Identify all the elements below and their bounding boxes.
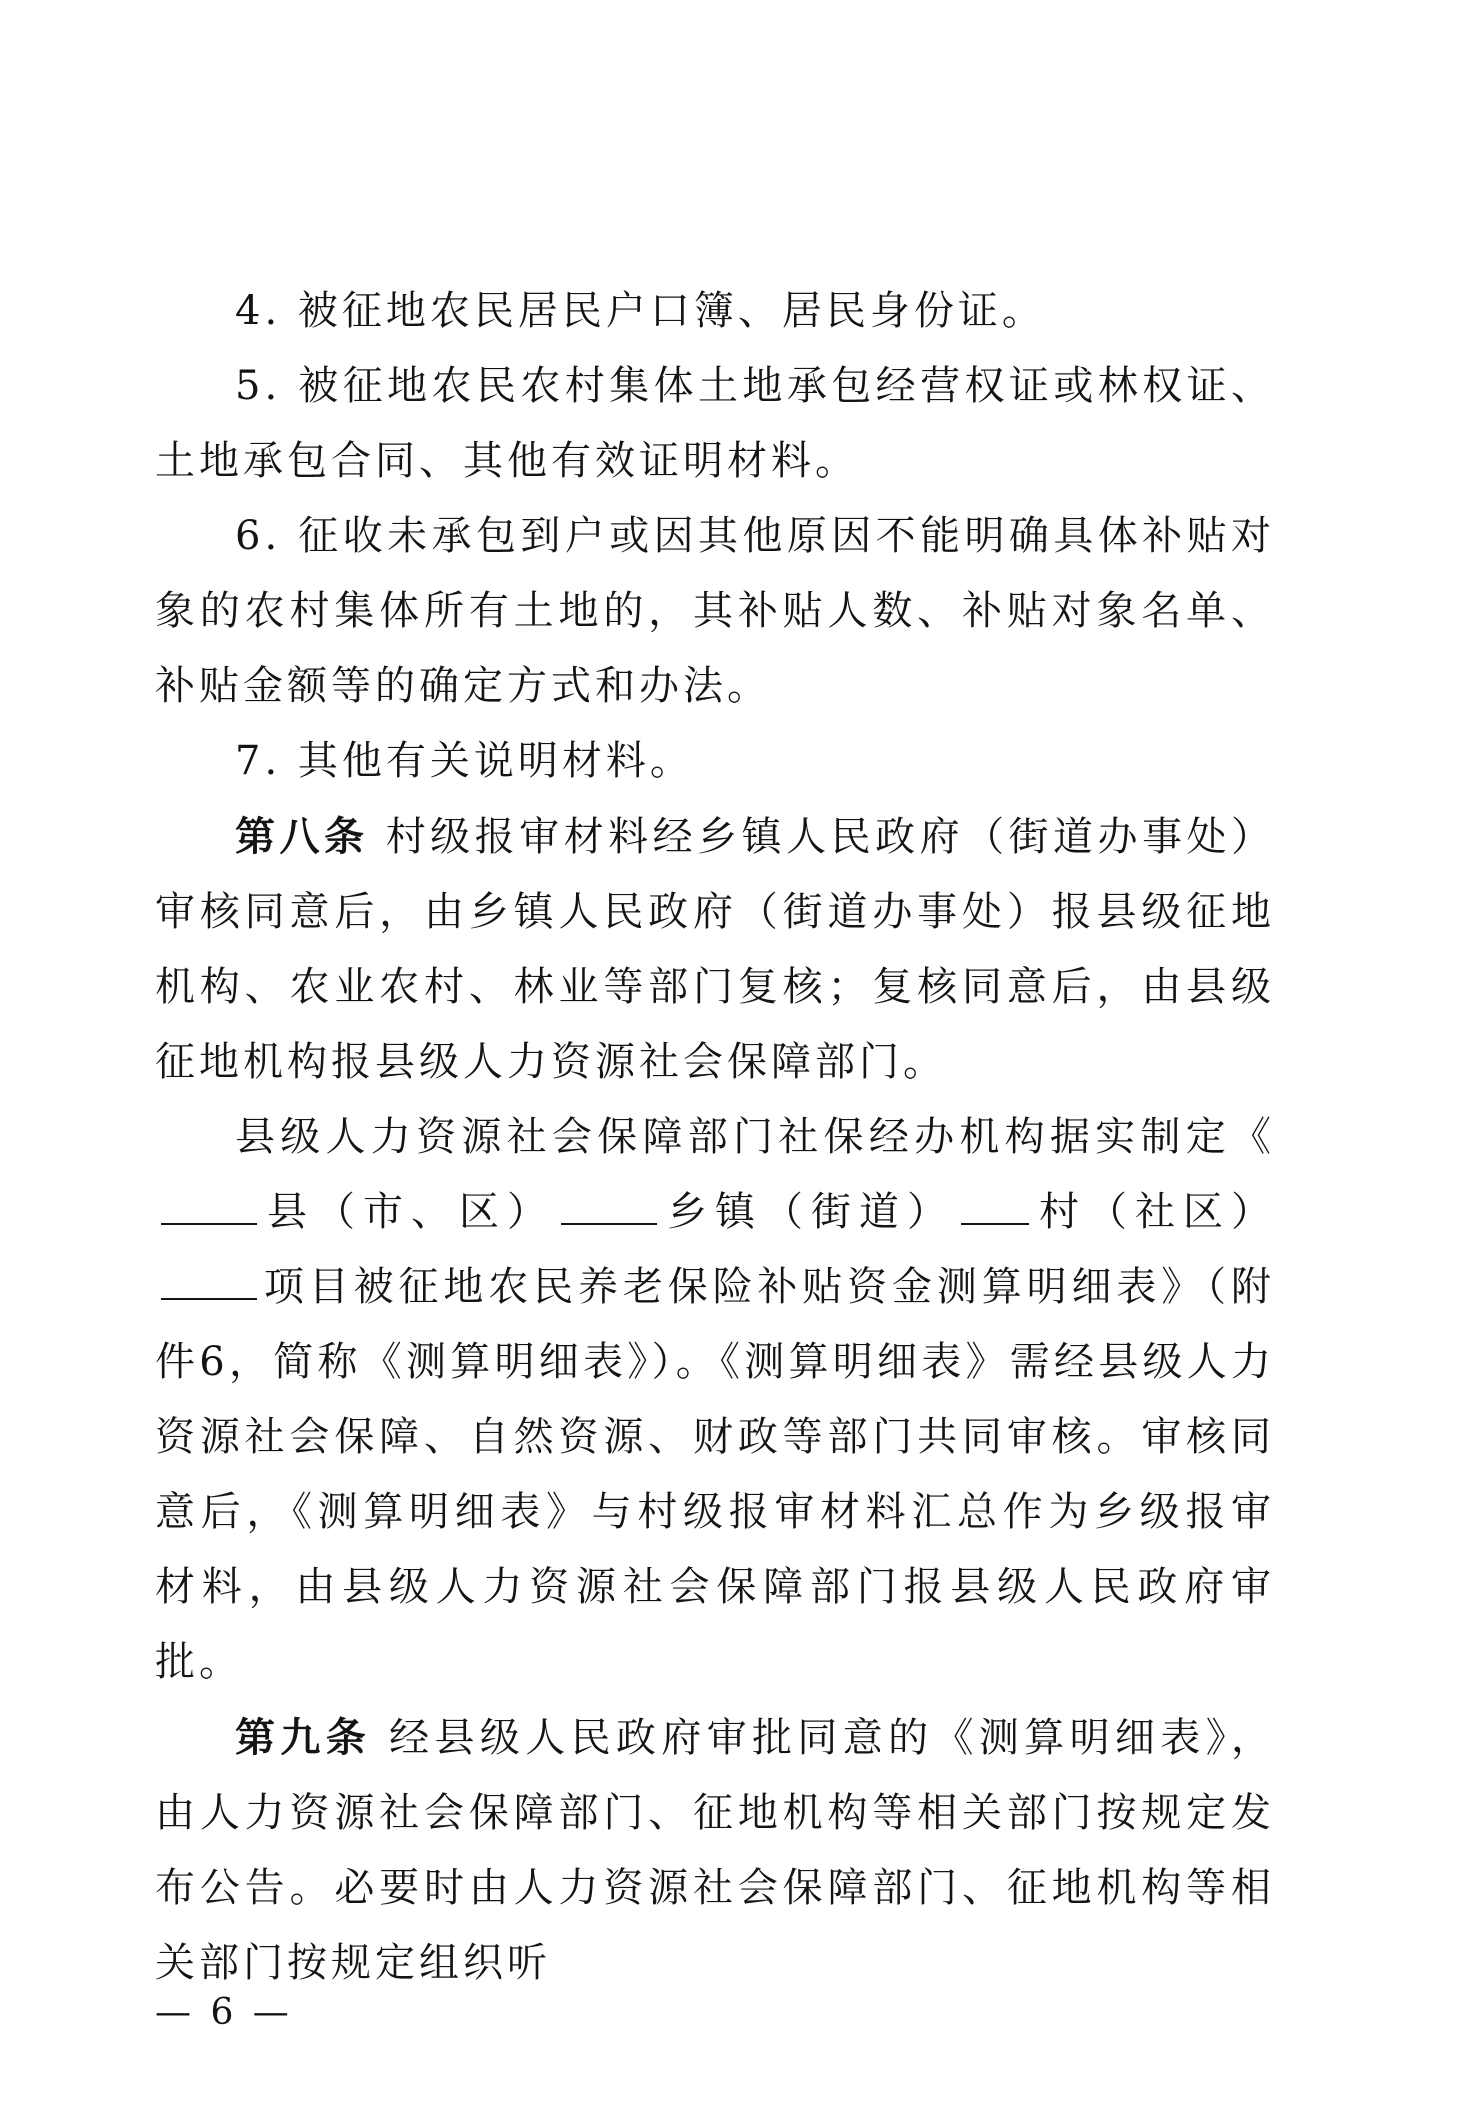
list-item-5: 5. 被征地农民农村集体土地承包经营权证或林权证、土地承包合同、其他有效证明材料。 — [155, 363, 1275, 484]
article-8-p2-part5: 项目被征地农民养老保险补贴资金测算明细表》（附件6，简称《测算明细表》）。《测算明细表》需经县级人力资源社会保障、自然资源、财政等部门共同审核。审核同意后，《测算明细表》与村级报审材料汇总作为乡级报审材料，由县级人力资源社会保障部门报县级人民政府审批。 — [155, 1264, 1275, 1685]
list-item-7: 7. 其他有关说明材料。 — [235, 738, 694, 784]
article-8-paragraph-1 — [155, 799, 1275, 1100]
article-8-heading: 第八条 — [235, 813, 369, 860]
article-9-heading: 第九条 — [235, 1714, 372, 1761]
fill-blank-village — [961, 1191, 1029, 1225]
page-number: — 6 — — [155, 1992, 293, 2033]
fill-blank-county — [161, 1191, 257, 1225]
document-body — [155, 274, 1275, 2001]
article-8-p2-part4: 村（社区） — [1035, 1189, 1275, 1235]
article-8-body: 村级报审材料经乡镇人民政府（街道办事处）审核同意后，由乡镇人民政府（街道办事处）报县级征地机构、农业农村、林业等部门复核；复核同意后，由县级征地机构报县级人力资源社会保障部门。 — [155, 814, 1276, 1085]
article-9-paragraph — [155, 1700, 1275, 2001]
fill-blank-township — [561, 1191, 657, 1225]
fill-blank-project — [161, 1266, 257, 1300]
article-9-body: 经县级人民政府审批同意的《测算明细表》，由人力资源社会保障部门、征地机构等相关部门按规定发布公告。必要时由人力资源社会保障部门、征地机构等相关部门按规定组织听 — [155, 1715, 1276, 1986]
article-8-p2-part3: 乡镇（街道） — [663, 1189, 955, 1235]
list-item-4: 4. 被征地农民居民户口簿、居民身份证。 — [235, 288, 1046, 334]
article-8-p2-part2: 县（市、区） — [263, 1189, 555, 1235]
list-item-6: 6. 征收未承包到户或因其他原因不能明确具体补贴对象的农村集体所有土地的，其补贴人数、补贴对象名单、补贴金额等的确定方式和办法。 — [155, 513, 1275, 709]
article-8-paragraph-2 — [155, 1100, 1275, 1700]
article-8-p2-part1: 县级人力资源社会保障部门社保经办机构据实制定《 — [235, 1114, 1275, 1160]
